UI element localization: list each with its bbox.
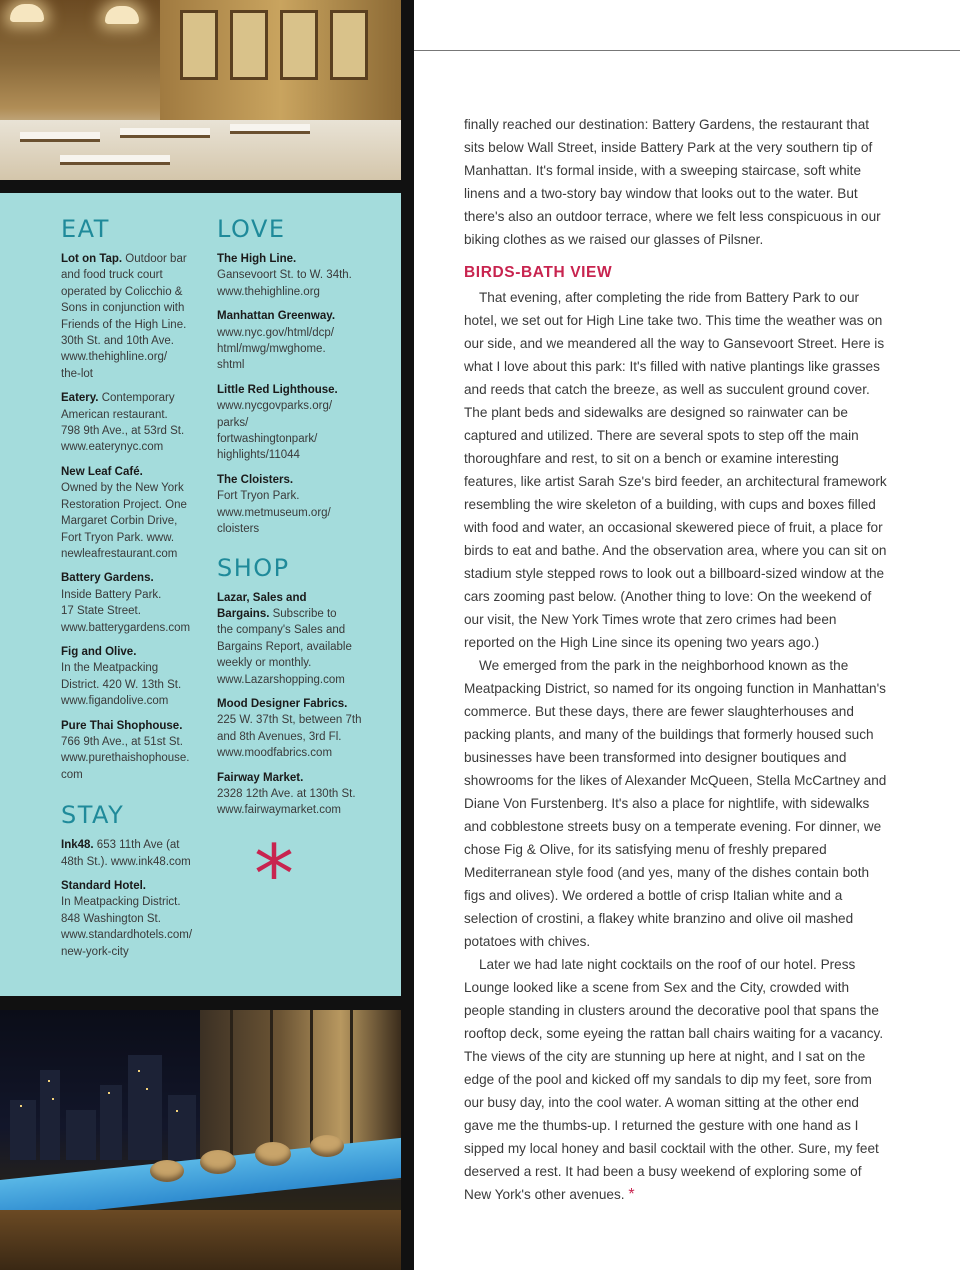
entry-details: Outdoor bar and food truck court operated by Colicchio & Sons in conjunction with Friends of the High Line. 30th St. and 10th Ave. www.thehighline.org/ the-lot: [61, 253, 187, 380]
entry-name: Mood Designer Fabrics.: [217, 697, 348, 710]
restaurant-photo: [0, 0, 401, 180]
header-rule: [414, 50, 960, 51]
guide-entry: [217, 590, 367, 688]
article-body: [464, 113, 889, 1206]
city-light: [108, 1092, 110, 1094]
entry-name: Fairway Market.: [217, 771, 304, 784]
entry-name: The High Line.: [217, 253, 297, 265]
wall-panel: [180, 10, 218, 80]
entry-name: Pure Thai Shophouse.: [61, 719, 183, 732]
article-paragraph: [464, 953, 889, 1206]
guide-entry: [61, 718, 211, 784]
skyline-building: [10, 1100, 36, 1160]
entry-name: Battery Gardens.: [61, 572, 154, 585]
entry-details: Inside Battery Park. 17 State Street. www.batterygardens.com: [61, 588, 191, 634]
entry-name: Ink48.: [61, 839, 94, 852]
left-column: [0, 0, 414, 1270]
guide-entry: [217, 472, 367, 538]
ball-chair: [310, 1135, 344, 1157]
article-paragraph-text: Later we had late night cocktails on the roof of our hotel. Press Lounge looked like a scene from Sex and the City, crowded with people standing in clusters around the decorative pool that spans the rooftop deck, some eyeing the rattan ball chairs waiting for a vacancy. The views of the city are stunning up here at night, and I sat on the edge of the pool and kicked off my sandals to dip my feet, sore from our busy day, into the cool water. A woman sitting at the other end gave me the thumbs-up. I returned the gesture with one hand as I sipped my local honey and basil cocktail with the other. Sure, my feet deserved a rest. It had been a busy weekend of exploring some of New York's other avenues.: [464, 957, 884, 1202]
entry-details: Gansevoort St. to W. 34th. www.thehighline.org: [217, 269, 352, 298]
city-light: [146, 1088, 148, 1090]
dining-table: [120, 128, 210, 138]
love-heading: LOVE: [217, 215, 286, 243]
city-light: [48, 1080, 50, 1082]
dining-table: [230, 124, 310, 134]
wall-panel: [230, 10, 268, 80]
end-mark-icon: *: [628, 1186, 635, 1203]
entry-details: 653 11th Ave (at 48th St.). www.ink48.com: [61, 839, 191, 868]
guide-entry: [217, 770, 367, 819]
entry-details: 225 W. 37th St, between 7th and 8th Avenues, 3rd Fl. www.moodfabrics.com: [217, 714, 362, 760]
entry-name: Lot on Tap.: [61, 253, 123, 265]
skyline-building: [168, 1095, 196, 1160]
guide-entry: [61, 390, 211, 456]
entry-name: Little Red Lighthouse.: [217, 383, 338, 396]
entry-details: www.nyc.gov/html/dcp/ html/mwg/mwghome. shtml: [217, 326, 334, 372]
city-light: [138, 1070, 140, 1072]
entry-name: Lazar, Sales and Bargains.: [217, 591, 307, 620]
article-paragraph: We emerged from the park in the neighborhood known as the Meatpacking District, so named for its ongoing function in Manhattan's commerce. But these days, there are fewer slaughterhouses and packing plants, and many of the buildings that formerly housed such businesses have been transformed into designer boutiques and showrooms for the likes of Alexander McQueen, Stella McCartney and Diane Von Furstenberg. It's also a place for nightlife, with sidewalks and cobblestone streets busy on a temperate evening. For dinner, we chose Fig & Olive, for its satisfying menu of freshly prepared Mediterranean style food (and yes, many of the dishes contain both figs and olives). We ordered a bottle of crisp Italian white and a selection of crostini, a flakey white branzino and olive oil mashed potatoes with chives.: [464, 658, 887, 949]
entry-details: In the Meatpacking District. 420 W. 13th St. www.figandolive.com: [61, 662, 182, 708]
skyline-building: [100, 1085, 122, 1160]
entry-details: 766 9th Ave., at 51st St. www.purethaishophouse. com: [61, 735, 190, 781]
eat-heading: EAT: [61, 215, 110, 243]
entry-name: The Cloisters.: [217, 473, 294, 486]
rooftop-pool-photo: [0, 1010, 401, 1270]
dining-table: [60, 155, 170, 165]
entry-details: 2328 12th Ave. at 130th St. www.fairwaymarket.com: [217, 787, 356, 817]
entry-details: Owned by the New York Restoration Project. One Margaret Corbin Drive, Fort Tryon Park. www. newleafrestaurant.com: [61, 482, 187, 560]
entry-name: New Leaf Café.: [61, 465, 143, 478]
entry-details: In Meatpacking District. 848 Washington St. www.standardhotels.com/ new-york-city: [61, 896, 193, 958]
dining-table: [20, 132, 100, 142]
pendant-lamp: [105, 6, 139, 24]
entry-details: Subscribe to the company's Sales and Bargains Report, available weekly or monthly. www.Lazarshopping.com: [217, 607, 352, 686]
guide-column-right: [217, 215, 367, 827]
entry-details: Contemporary American restaurant. 798 9th Ave., at 53rd St. www.eaterynyc.com: [61, 392, 185, 454]
skyline-building: [128, 1055, 162, 1160]
ball-chair: [255, 1142, 291, 1166]
city-light: [52, 1098, 54, 1100]
entry-name: Manhattan Greenway.: [217, 310, 336, 323]
guide-entry: [61, 464, 211, 562]
entry-name: Standard Hotel.: [61, 880, 146, 892]
shop-heading: SHOP: [217, 553, 290, 582]
ball-chair: [150, 1160, 184, 1182]
article-paragraph: finally reached our destination: Battery Gardens, the restaurant that sits below Wall Street, inside Battery Park at the very southern tip of Manhattan. It's formal inside, with a sweeping staircase, soft white linens and a two-story bay window that looks out to the water. But there's also an outdoor terrace, where we felt less conspicuous in our biking clothes as we raised our glasses of Pilsner.: [464, 117, 881, 247]
entry-name: Fig and Olive.: [61, 645, 137, 658]
city-light: [176, 1110, 178, 1112]
guide-entry: [217, 696, 367, 762]
guide-entry: [61, 251, 211, 382]
city-light: [20, 1105, 22, 1107]
ball-chair: [200, 1150, 236, 1174]
skyline-building: [66, 1110, 96, 1160]
guide-entry: [217, 308, 367, 374]
entry-details: www.nycgovparks.org/ parks/ fortwashingtonpark/ highlights/11044: [217, 400, 333, 462]
rooftop-deck: [0, 1210, 401, 1270]
article-paragraph: That evening, after completing the ride from Battery Park to our hotel, we set out for High Line take two. This time the weather was on our side, and we meandered all the way to Gansevoort Street. Here is what I love about this park: It's filled with native plantings like grasses and reeds that catch the breeze, as well as succulent ground cover. The plant beds and sidewalks are designed so rainwater can be captured and utilized. There are several spots to step off the main thoroughfare and rest, to sit on a bench or examine interesting features, like artist Sarah Sze's bird feeder, an architectural framework resembling the wire skeleton of a building, with cups and boxes filled with food and water, an occasional skewered piece of fruit, a place for birds to eat and bathe. And the observation area, where you can sit on stadium style stepped rows to look out a billboard-sized window at the cars zooming past below. (Another thing to love: On the weekend of our visit, the New York Times wrote that zero crimes had been reported on the High Line since its opening two years ago.): [464, 290, 887, 650]
guide-entry: [217, 251, 367, 300]
guide-entry: [61, 878, 211, 960]
stay-heading: STAY: [61, 801, 125, 830]
wall-panel: [280, 10, 318, 80]
entry-details: Fort Tryon Park. www.metmuseum.org/ cloisters: [217, 490, 331, 536]
asterisk-ornament-icon: *: [254, 828, 294, 921]
entry-name: Eatery.: [61, 392, 99, 405]
guide-column-left: [61, 215, 211, 968]
skyline-building: [40, 1070, 60, 1160]
wall-panel: [330, 10, 368, 80]
travel-guide-panel: [0, 193, 401, 996]
guide-entry: [61, 644, 211, 710]
guide-entry: [217, 382, 367, 464]
article-subheading: BIRDS-BATH VIEW: [464, 264, 613, 281]
pendant-lamp: [10, 4, 44, 22]
guide-entry: [61, 570, 211, 636]
guide-entry: [61, 837, 211, 870]
